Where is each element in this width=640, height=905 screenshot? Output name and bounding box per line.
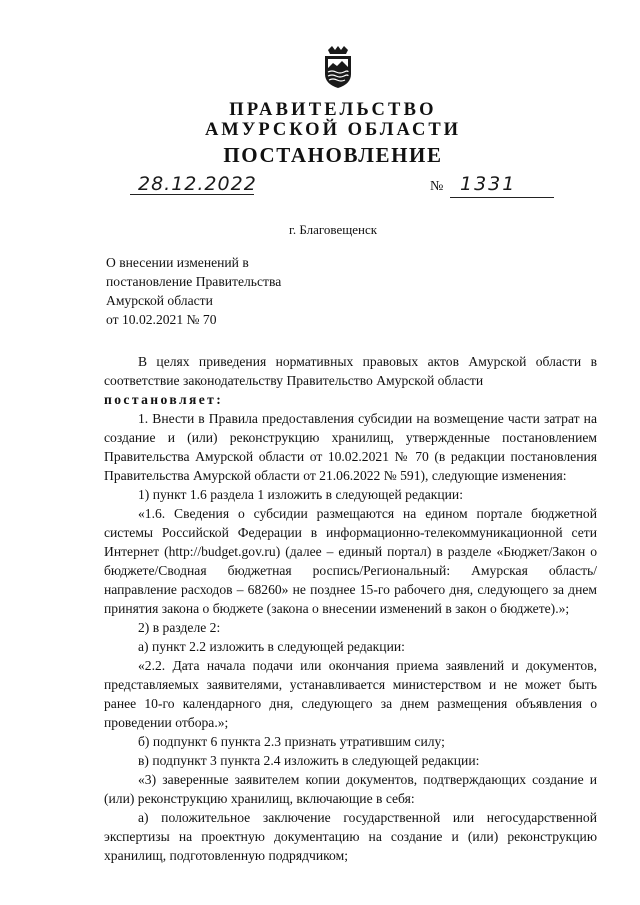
subject-line: от 10.02.2021 № 70 (106, 312, 217, 327)
body-paragraph: 1. Внести в Правила предоставления субсидии на возмещение части затрат на создание и (или) реконструкцию хранилищ, утвержденные постановлением Правительства Амурской области от 10.02.2021 № 70 (в редакции постановления Правительства Амурской области от 21.06.2022 № 591), следующие изменения: (104, 411, 597, 483)
city-label: г. Благовещенск (288, 222, 378, 237)
subject-line: О внесении изменений в (106, 255, 249, 270)
body-paragraph: а) положительное заключение государственной или негосударственной экспертизы на проектную документацию на создание и (или) реконструкцию хранилищ, подготовленную подрядчиком; (104, 810, 597, 863)
government-title: ПРАВИТЕЛЬСТВО (229, 100, 437, 120)
region-title: АМУРСКОЙ ОБЛАСТИ (204, 120, 462, 140)
document-type-title: ПОСТАНОВЛЕНИЕ (223, 143, 443, 167)
body-paragraph: а) пункт 2.2 изложить в следующей редакции: (138, 639, 405, 654)
body-paragraph: «1.6. Сведения о субсидии размещаются на едином портале бюджетной системы Российской Федерации в информационно-телекоммуникационной сети Интернет (http://budget.gov.ru) (далее – единый портал) в разделе «Бюджет/Закон о бюджете/Сводная бюджетная роспись/Региональный: Амурская область/направление расходов – 68260» не позднее 15-го рабочего дня, следующего за днем принятия закона о бюджете (закона о внесении изменений в закон о бюджете).»; (104, 506, 597, 616)
document-subject (106, 253, 281, 329)
body-paragraph: 2) в разделе 2: (138, 620, 221, 635)
document-number: 1331 (460, 173, 517, 195)
body-paragraph: б) подпункт 6 пункта 2.3 признать утратившим силу; (138, 734, 445, 749)
body-paragraph: «2.2. Дата начала подачи или окончания приема заявлений и документов, представляемых заявителями, устанавливается министерством и не может быть ранее 10-го календарного дня, следующего за днем размещения объявления о проведении отбора.»; (104, 658, 597, 730)
body-paragraph: В целях приведения нормативных правовых актов Амурской области в соответствие законодательству Правительство Амурской области (104, 354, 597, 388)
coat-of-arms-icon (322, 46, 354, 88)
number-underline (450, 197, 554, 198)
body-paragraph: «3) заверенные заявителем копии документов, подтверждающих создание и (или) реконструкцию хранилищ, включающие в себя: (104, 772, 597, 806)
document-date: 28.12.2022 (138, 173, 257, 195)
date-underline (130, 194, 254, 195)
resolution-keyword: постановляет: (104, 392, 224, 407)
subject-line: постановление Правительства (106, 274, 282, 289)
body-paragraph: в) подпункт 3 пункта 2.4 изложить в следующей редакции: (138, 753, 480, 768)
subject-line: Амурской области (106, 293, 213, 308)
document-body (104, 352, 597, 865)
body-paragraph: 1) пункт 1.6 раздела 1 изложить в следующей редакции: (138, 487, 463, 502)
number-label: № (430, 179, 444, 194)
